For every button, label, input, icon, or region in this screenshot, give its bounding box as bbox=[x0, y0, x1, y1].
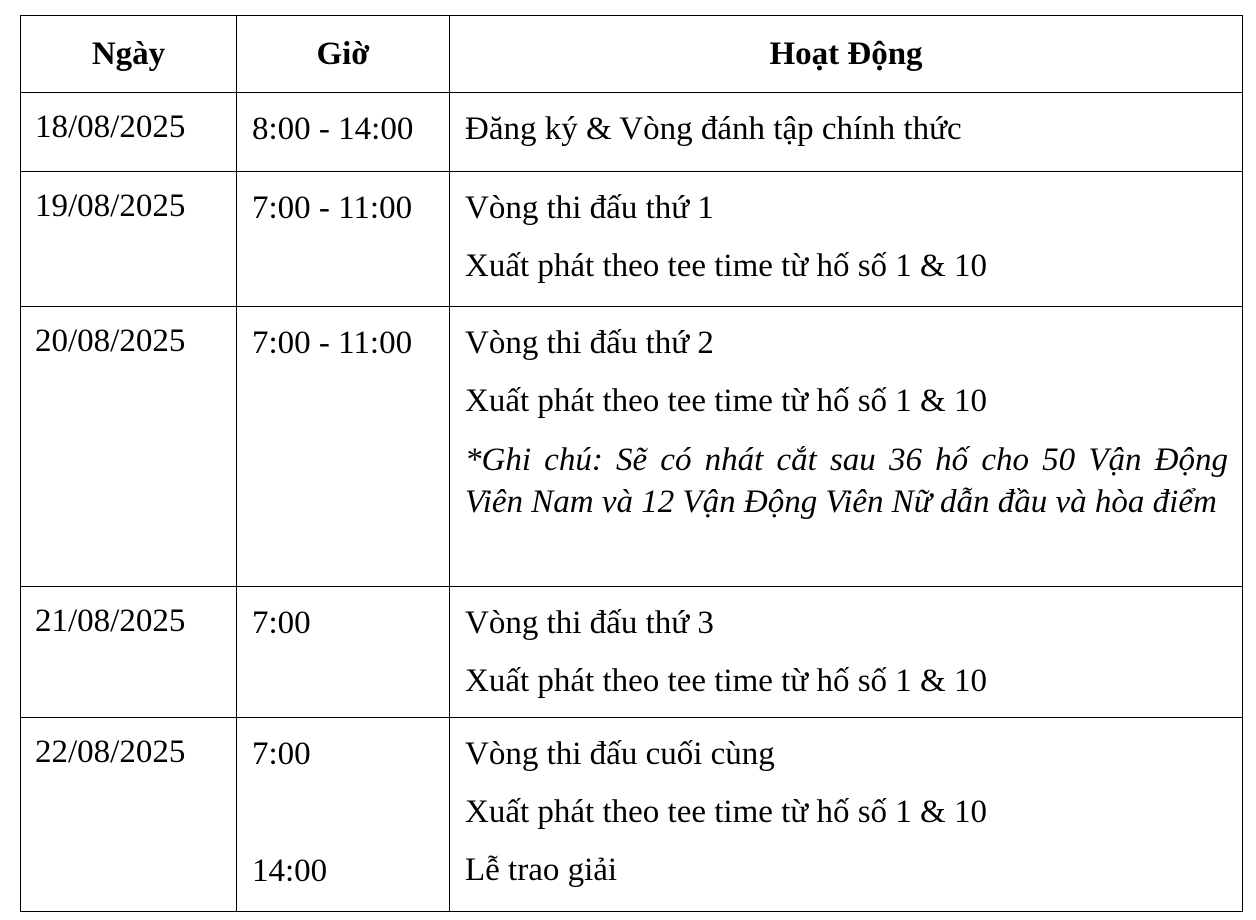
time-cell bbox=[237, 307, 450, 587]
activity-line: Lễ trao giải bbox=[465, 852, 618, 888]
date-cell: 20/08/2025 bbox=[21, 307, 237, 587]
activity-cell bbox=[450, 93, 1243, 172]
time-value: 8:00 - 14:00 bbox=[252, 111, 414, 147]
header-time: Giờ bbox=[237, 16, 450, 93]
time-value: 7:00 - 11:00 bbox=[252, 325, 413, 361]
table-row bbox=[21, 172, 1243, 307]
time-cell bbox=[237, 718, 450, 912]
time-value: 7:00 - 11:00 bbox=[252, 190, 413, 226]
table-row bbox=[21, 718, 1243, 912]
header-row bbox=[21, 16, 1243, 93]
activity-line: Xuất phát theo tee time từ hố số 1 & 10 bbox=[465, 383, 987, 419]
activity-cell bbox=[450, 307, 1243, 587]
spacer bbox=[252, 792, 449, 851]
time-value: 14:00 bbox=[252, 853, 328, 889]
activity-cell bbox=[450, 718, 1243, 912]
time-cell bbox=[237, 172, 450, 307]
date-cell: 19/08/2025 bbox=[21, 172, 237, 307]
time-value: 7:00 bbox=[252, 736, 311, 772]
date-cell: 21/08/2025 bbox=[21, 587, 237, 718]
activity-line: Vòng thi đấu thứ 1 bbox=[465, 190, 714, 226]
activity-line: Vòng thi đấu thứ 3 bbox=[465, 605, 714, 641]
note-text: *Ghi chú: Sẽ có nhát cắt sau 36 hố cho 50 Vận Động Viên Nam và 12 Vận Động Viên Nữ dẫn đầu và hòa điểm bbox=[465, 442, 1228, 520]
table-row bbox=[21, 307, 1243, 587]
header-date: Ngày bbox=[21, 16, 237, 93]
activity-line: Vòng thi đấu cuối cùng bbox=[465, 736, 775, 772]
activity-line: Xuất phát theo tee time từ hố số 1 & 10 bbox=[465, 794, 987, 830]
activity-cell bbox=[450, 172, 1243, 307]
schedule-table bbox=[20, 15, 1243, 912]
date-cell: 18/08/2025 bbox=[21, 93, 237, 172]
time-cell bbox=[237, 93, 450, 172]
time-value: 7:00 bbox=[252, 605, 311, 641]
activity-line: Xuất phát theo tee time từ hố số 1 & 10 bbox=[465, 248, 987, 284]
activity-line: Xuất phát theo tee time từ hố số 1 & 10 bbox=[465, 663, 987, 699]
activity-line: Vòng thi đấu thứ 2 bbox=[465, 325, 714, 361]
table-row bbox=[21, 93, 1243, 172]
table-row bbox=[21, 587, 1243, 718]
activity-cell bbox=[450, 587, 1243, 718]
activity-line: Đăng ký & Vòng đánh tập chính thức bbox=[465, 111, 962, 147]
header-activity: Hoạt Động bbox=[450, 16, 1243, 93]
time-cell bbox=[237, 587, 450, 718]
date-cell: 22/08/2025 bbox=[21, 718, 237, 912]
